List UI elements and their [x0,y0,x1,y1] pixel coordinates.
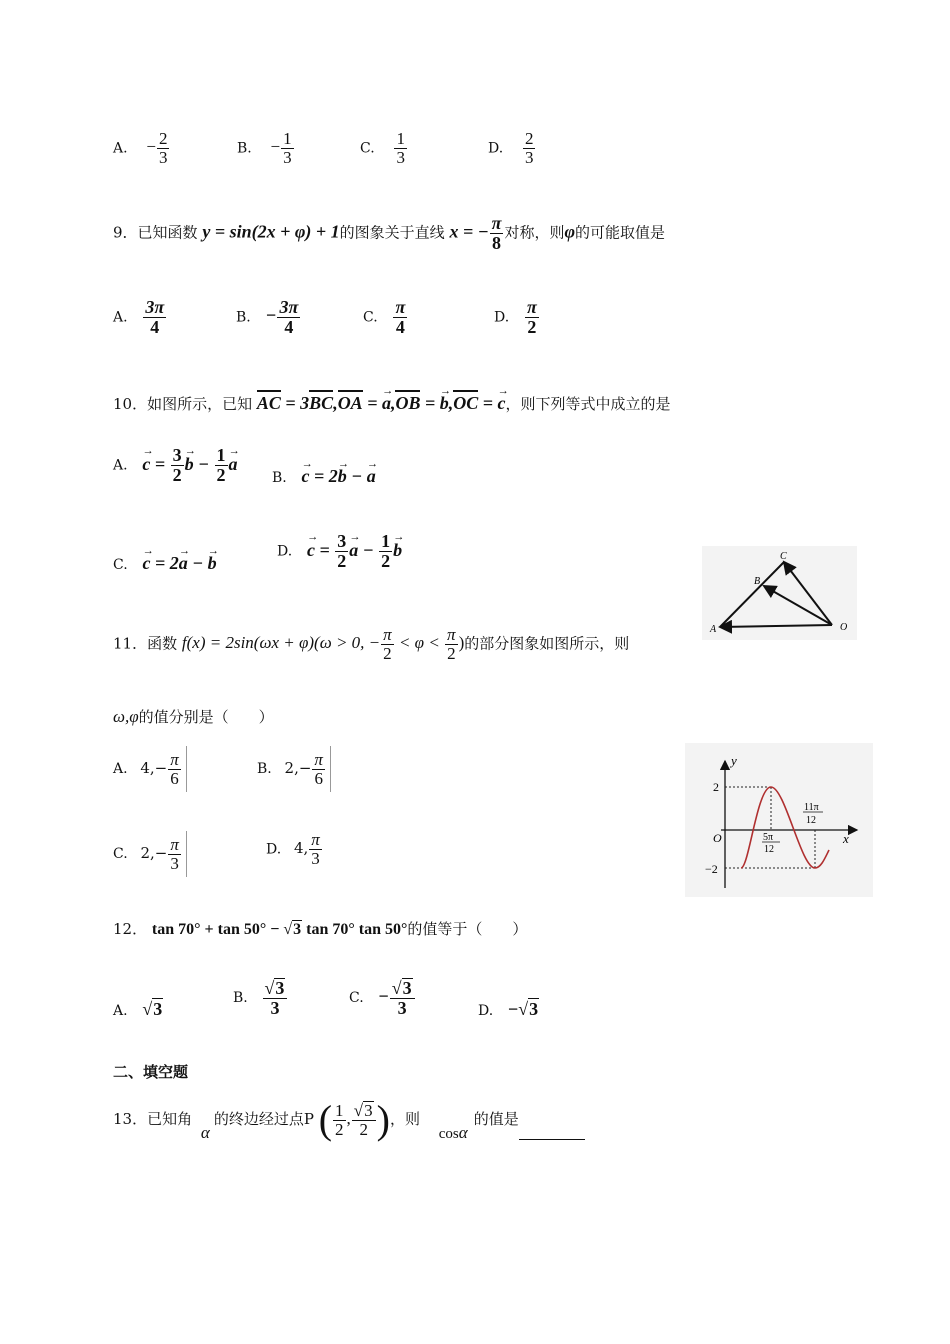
option-letter: B. [236,309,251,326]
option-letter: C. [360,140,375,157]
segment-ac [720,562,784,627]
q9-option-c [363,298,408,337]
fraction: $\frac{3\pi}{4}$ [145,297,165,337]
fraction: $\frac{\pi}{2}$ [526,297,537,337]
option-letter: B. [237,140,252,157]
y-max-label: 2 [713,780,719,794]
question-number: 9． [113,223,138,242]
vector-diagram [702,546,857,640]
option-letter: C. [113,557,128,573]
option-letter: B. [272,470,287,486]
q9-stem: 9．已知函数 y = sin(2x + φ) + 1的图象关于直线 x = − $\frac{\pi}{8}$ 对称，则φ的可能取值是 [113,213,665,253]
option-letter: A. [113,309,128,326]
label-a: A [710,624,717,635]
t2-num-label: 11π [804,802,819,813]
option-letter: D. [266,841,282,858]
vector-oa [720,625,832,627]
option-letter: D. [277,543,293,560]
sign: − [146,137,156,157]
q8-option-c [360,130,408,167]
q12-option-b: B. $\frac{√3}{3}$ [233,978,288,1018]
sign: − [270,137,281,157]
option-letter: D. [494,309,510,326]
q9-option-a [113,298,167,337]
option-letter: C. [113,846,128,862]
q11-stem-line2: ω,φ的值分别是（ ） [113,707,274,726]
q11-stem: 11．函数 f(x) = 2sin(ωx + φ)(ω > 0, − $\frac{\pi}{2}$ < φ < $\frac{\pi}{2}$ )的部分图象如图所示，则 [113,625,630,663]
q10-stem: 10．如图所示，已知 AC = 3BC,OA = → a,OB = → b,OC = → c，则下列等式中成立的是 [113,390,671,414]
q12-option-c: C. − $\frac{√3}{3}$ [349,978,416,1018]
fraction: $\frac{1}{3}$ [283,129,292,167]
fraction: $\frac{2}{3}$ [524,129,534,167]
option-letter: C. [349,989,364,1006]
fraction: $\frac{\pi}{4}$ [395,297,406,337]
q11-option-b: B. 2,− $\frac{\pi}{6}$ [257,746,331,792]
q8-option-b [237,130,295,167]
graph-svg [685,743,873,897]
point-p-coordinates: ( $\frac{1}{2}$ , $\frac{√3}{2}$ ) [318,1097,390,1142]
q10-option-a: A. → c = $\frac{3}{2}$ → b − $\frac{1}{2}$ → a [113,446,238,485]
q10-triangle-figure [702,546,857,640]
t1-num-label: 5π [763,832,774,843]
q8-option-a [113,130,170,167]
fraction: $\frac{1}{3}$ [396,129,405,167]
answer-blank[interactable] [519,1123,585,1140]
q10-option-d: D. → c = $\frac{3}{2}$ → a − $\frac{1}{2}$ → b [277,532,402,571]
fraction: $\frac{3\pi}{4}$ [279,297,299,337]
question-number: 12． [113,920,148,938]
fraction: $\frac{2}{3}$ [158,129,168,167]
q9-option-b: B. − $\frac{3\pi}{4}$ [236,297,299,337]
q10-option-b: B. → c = 2→ b − → a [272,466,376,487]
q10-option-c: C. → c = 2→ a − → b [113,553,217,574]
q9-option-d [494,298,540,337]
question-number: 13． [113,1109,148,1128]
x-axis-label: x [843,831,849,846]
question-number: 11． [113,634,148,653]
question-number: 10． [113,395,148,413]
cos-label: cos [438,1125,459,1142]
vector-ob [764,586,832,625]
option-letter: A. [113,1003,128,1019]
y-axis-label: y [731,753,737,768]
q11-option-c: C. 2,− $\frac{\pi}{3}$ [113,831,187,877]
alpha-symbol: α [200,1122,210,1142]
q11-option-a: A. 4,− $\frac{\pi}{6}$ [113,746,187,792]
option-letter: D. [478,1003,494,1019]
section-heading: 二、填空题 [113,1063,189,1081]
q11-option-d: D. 4, $\frac{\pi}{3}$ [266,830,320,868]
t2-den-label: 12 [806,815,816,826]
q11-sine-graph [685,743,873,897]
option-letter: A. [113,457,128,474]
label-o: O [840,622,848,633]
option-letter: A. [113,761,128,777]
option-letter: D. [488,140,504,157]
sine-curve [741,787,829,868]
label-c: C [780,551,787,562]
option-letter: C. [363,309,378,326]
q13-stem: 13．已知角 α的终边经过点P ( $\frac{1}{2}$ , $\frac{√3}{2}$ )，则 cosα的值是 [113,1100,585,1140]
option-letter: B. [233,989,248,1006]
option-letter: B. [257,761,272,777]
label-b: B [754,576,761,587]
vector-oc [784,562,832,625]
q12-stem: 12． tan 70° + tan 50° − √3 tan 70° tan 50°的值等于（ ） [113,920,528,938]
function-expression: y = sin(2x + φ) + 1 [202,221,340,242]
line-fraction: $\frac{\pi}{8}$ [491,213,502,253]
q12-option-a: A. √3 [113,999,163,1019]
origin-label: O [713,831,722,845]
t1-den-label: 12 [764,844,774,855]
y-min-label: −2 [705,862,718,876]
q8-option-d [488,130,536,167]
q12-option-d: D. −√3 [478,999,539,1019]
option-letter: A. [113,140,128,157]
